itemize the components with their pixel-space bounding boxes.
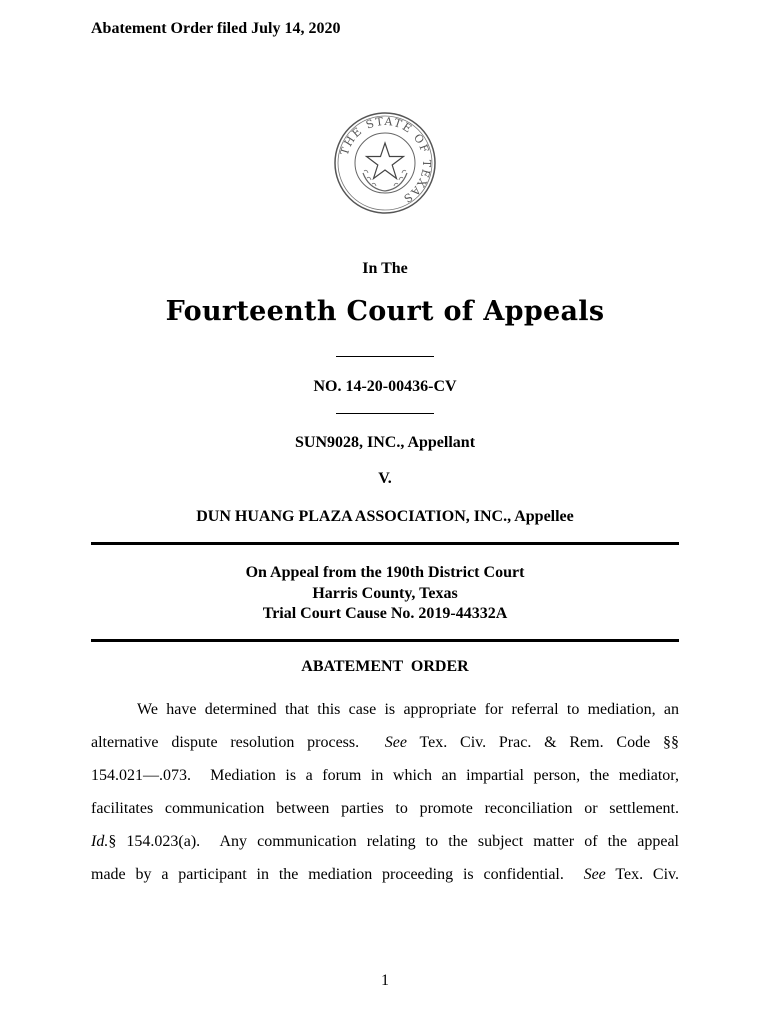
trial-cause-number: Trial Court Cause No. 2019-44332A xyxy=(262,605,508,622)
citation-signal: Id. xyxy=(91,833,109,850)
citation-signal: See xyxy=(583,866,606,883)
order-body-line xyxy=(91,832,679,865)
thick-divider-bottom xyxy=(91,639,679,642)
order-body-line xyxy=(91,865,679,898)
filing-date-header: Abatement Order filed July 14, 2020 xyxy=(91,20,341,37)
appeal-origin-court: On Appeal from the 190th District Court xyxy=(245,564,525,581)
seal-ring-text: THE STATE OF TEXAS xyxy=(337,114,434,206)
order-body-line xyxy=(91,733,679,766)
versus: V. xyxy=(378,470,392,487)
citation-signal: See xyxy=(384,734,407,751)
body-text-run: Tex. Civ. Prac. & Rem. Code §§ xyxy=(406,734,679,751)
court-intro: In The xyxy=(362,260,408,277)
court-name: Fourteenth Court of Appeals xyxy=(165,296,605,327)
order-title: ABATEMENT ORDER xyxy=(301,658,469,675)
body-text-run: § 154.023(a). Any communication relating to the subject matter of the appeal xyxy=(108,833,679,850)
body-text-run: 154.021—.073. Mediation is a forum in which an impartial person, the mediator, xyxy=(91,767,679,784)
order-body-line xyxy=(91,799,679,832)
order-body-line xyxy=(91,766,679,799)
body-text-run: made by a participant in the mediation proceeding is confidential. xyxy=(91,866,584,883)
page-number: 1 xyxy=(381,972,389,989)
short-divider-top xyxy=(336,356,434,357)
texas-seal-star-icon xyxy=(333,111,437,215)
svg-text:THE STATE OF TEXAS xyxy=(338,115,433,206)
short-divider-bottom xyxy=(336,413,434,414)
body-text-run: Tex. Civ. xyxy=(605,866,679,883)
thick-divider-top xyxy=(91,542,679,545)
appeal-origin-county: Harris County, Texas xyxy=(312,585,458,602)
body-text-run: alternative dispute resolution process. xyxy=(91,734,385,751)
case-number: NO. 14-20-00436-CV xyxy=(313,378,457,395)
order-body-line xyxy=(91,700,679,733)
order-body xyxy=(91,700,679,898)
appellant: SUN9028, INC., Appellant xyxy=(294,434,476,451)
body-text-run: We have determined that this case is appropriate for referral to mediation, an xyxy=(137,701,679,718)
body-text-run: facilitates communication between parties to promote reconciliation or settlement. xyxy=(91,800,679,817)
appellee: DUN HUANG PLAZA ASSOCIATION, INC., Appellee xyxy=(196,508,574,525)
